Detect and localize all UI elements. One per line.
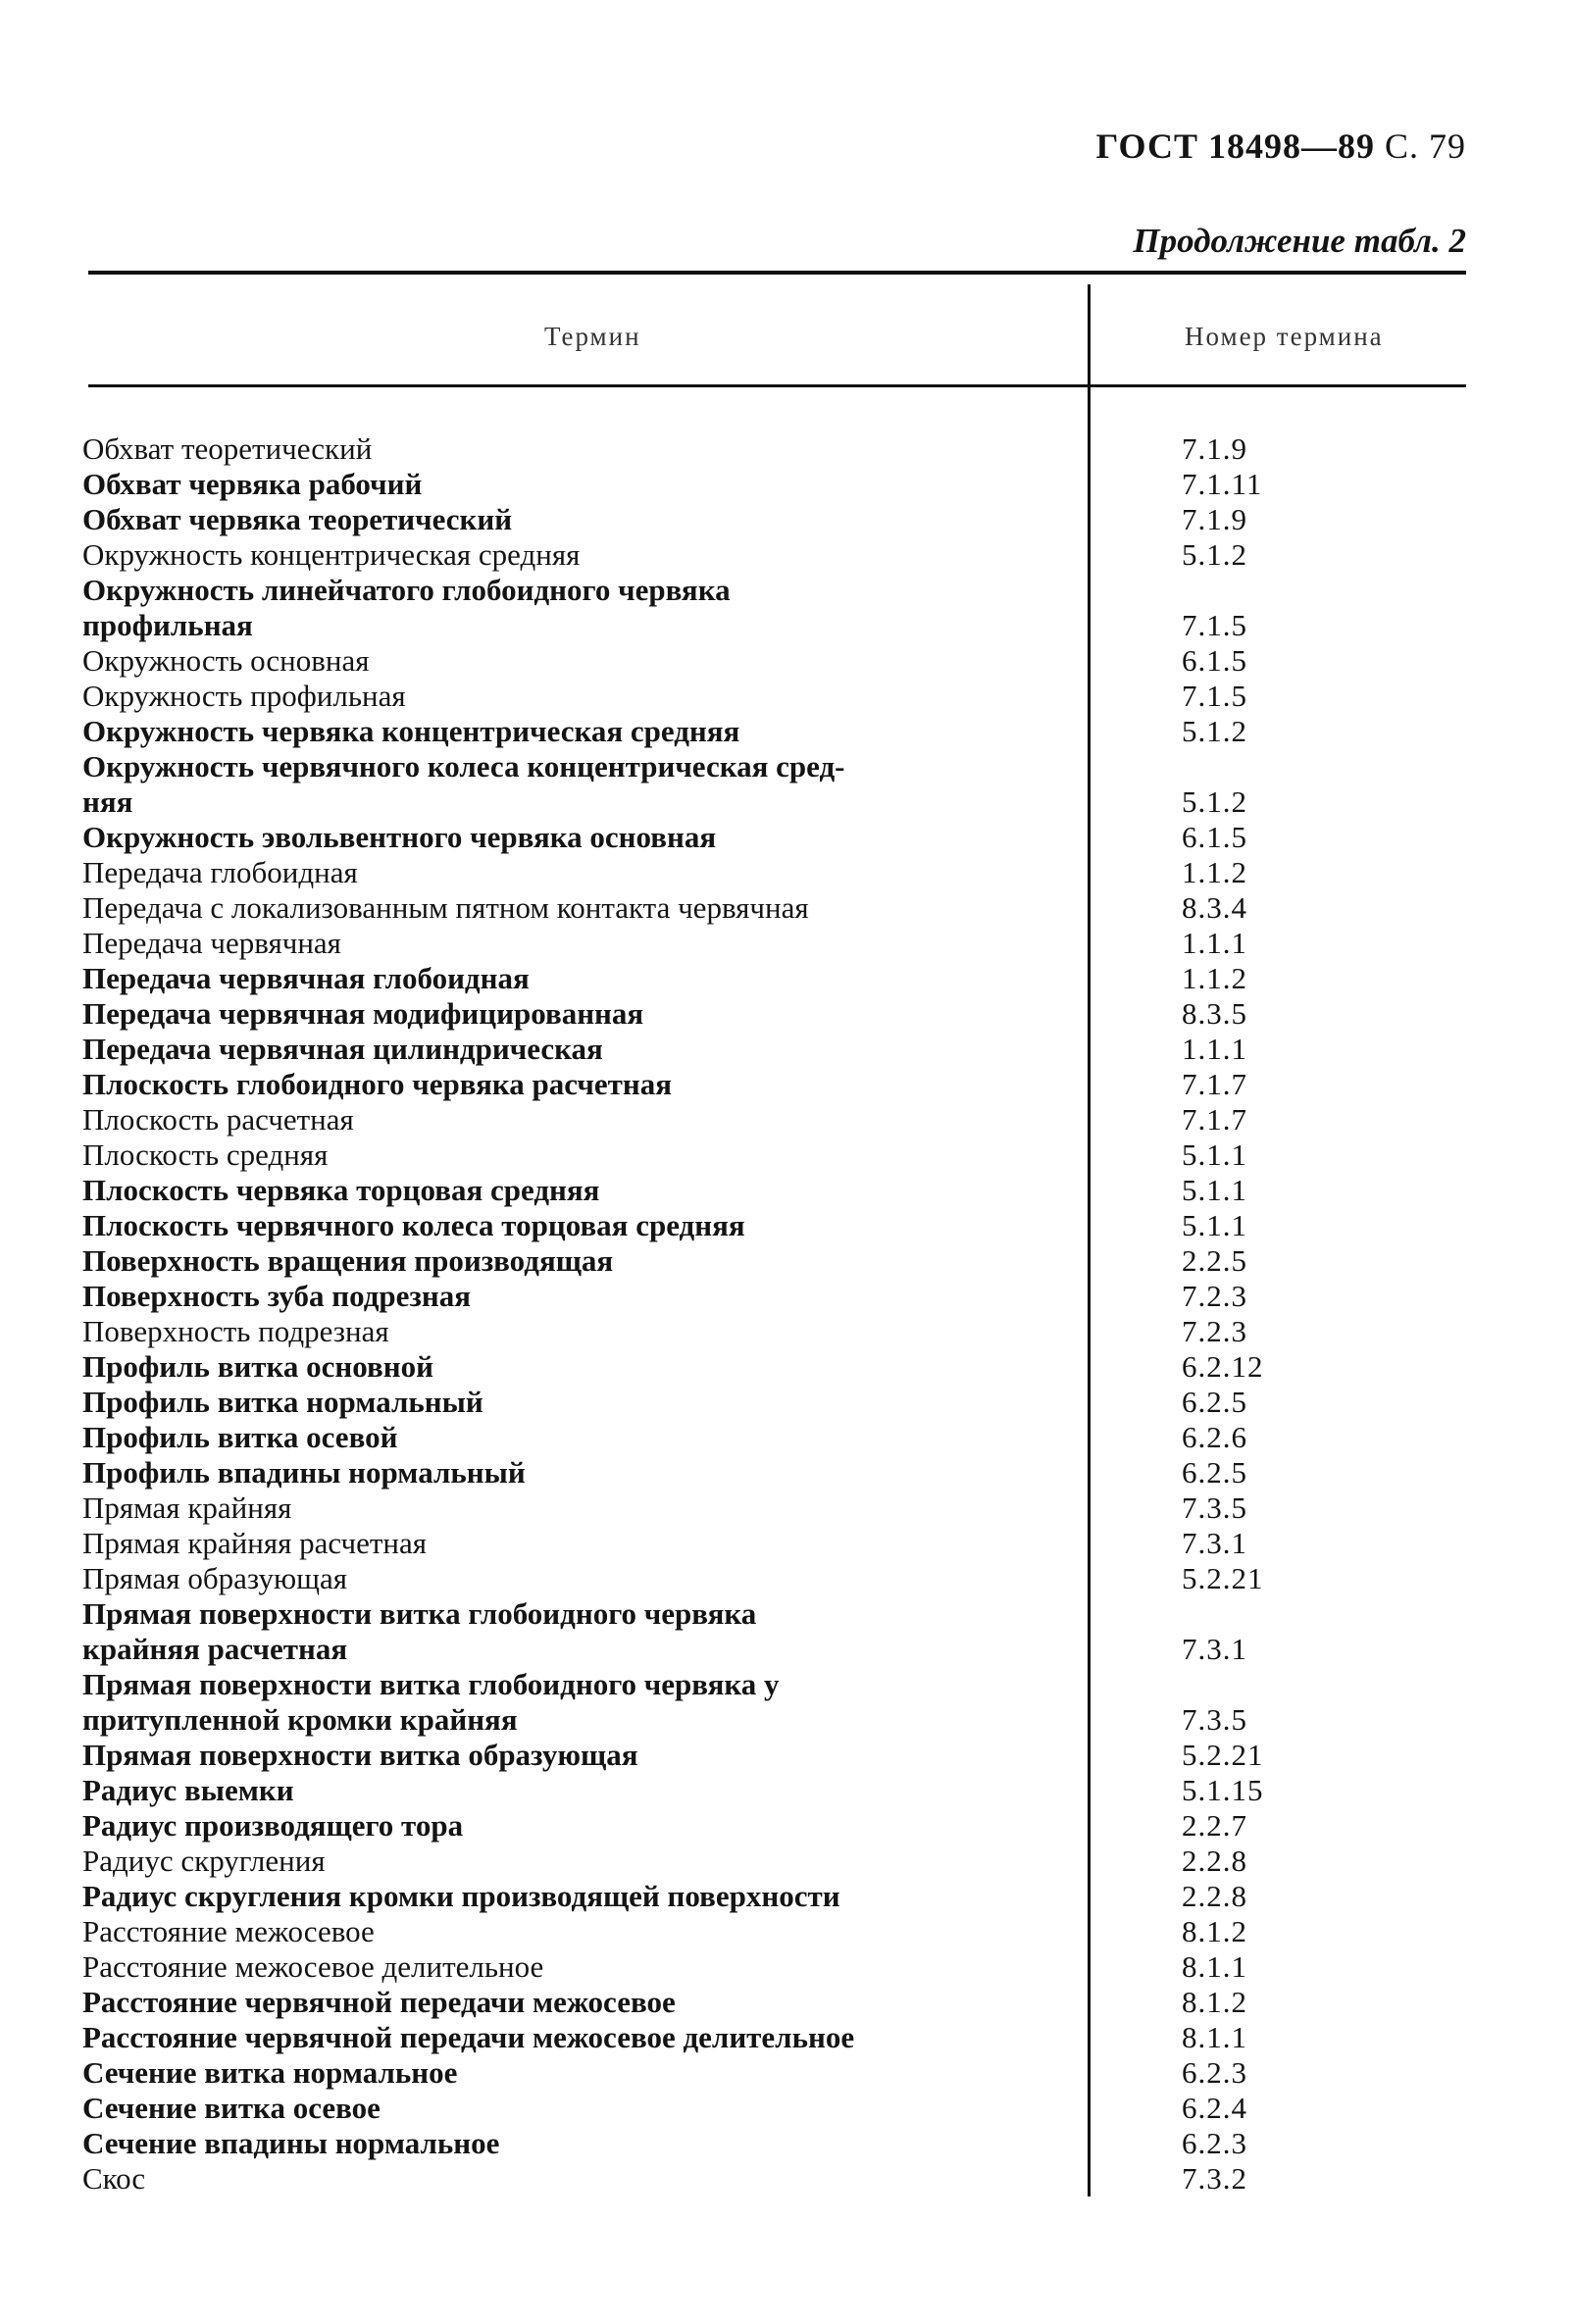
term-cell: Передача червячная модифицированная xyxy=(82,996,644,1031)
table-row xyxy=(0,961,1574,996)
term-number-cell: 6.2.3 xyxy=(1182,2055,1247,2090)
term-number-cell: 2.2.8 xyxy=(1182,1844,1247,1878)
table-row xyxy=(0,1385,1574,1420)
term-cell: Профиль витка осевой xyxy=(82,1420,398,1454)
term-number-cell: 2.2.8 xyxy=(1182,1879,1247,1913)
table-row xyxy=(0,1949,1574,1985)
table-row xyxy=(0,1243,1574,1279)
term-cell: Прямая крайняя расчетная xyxy=(82,1526,427,1560)
term-cell: Передача с локализованным пятном контакта червячная xyxy=(82,890,809,925)
table-row xyxy=(0,996,1574,1032)
table-row xyxy=(0,467,1574,502)
table-row xyxy=(0,1667,1574,1738)
term-number-cell: 5.1.1 xyxy=(1182,1173,1247,1207)
table-row xyxy=(0,1526,1574,1561)
term-cell: Прямая образующая xyxy=(82,1561,347,1595)
term-cell: Прямая поверхности витка глобоидного червяка у притупленной кромки крайняя xyxy=(82,1667,780,1737)
term-number-cell: 7.3.1 xyxy=(1182,1526,1247,1560)
term-number-cell: 7.1.11 xyxy=(1182,467,1263,501)
term-number-cell: 5.1.2 xyxy=(1182,784,1247,819)
term-number-cell: 8.1.1 xyxy=(1182,2020,1247,2054)
table-row xyxy=(0,1914,1574,1949)
table-row xyxy=(0,714,1574,749)
term-cell: Радиус скругления xyxy=(82,1844,326,1878)
term-cell: Профиль впадины нормальный xyxy=(82,1455,526,1490)
term-number-cell: 8.1.2 xyxy=(1182,1914,1247,1948)
table-row xyxy=(0,643,1574,679)
term-cell: Радиус выемки xyxy=(82,1773,294,1807)
term-cell: Окружность линейчатого глобоидного червяка профильная xyxy=(82,573,731,642)
term-cell: Поверхность вращения производящая xyxy=(82,1243,614,1278)
table-row xyxy=(0,1773,1574,1808)
table-row xyxy=(0,1032,1574,1067)
term-number-cell: 5.1.1 xyxy=(1182,1137,1247,1172)
table-row xyxy=(0,573,1574,643)
term-cell: Прямая поверхности витка глобоидного червяка крайняя расчетная xyxy=(82,1596,757,1666)
table-row xyxy=(0,1314,1574,1349)
term-cell: Расстояние червячной передачи межосевое делительное xyxy=(82,2020,855,2054)
term-cell: Плоскость глобоидного червяка расчетная xyxy=(82,1067,673,1101)
term-cell: Обхват теоретический xyxy=(82,431,373,466)
column-header-term: Термин xyxy=(544,322,641,351)
term-number-cell: 6.2.12 xyxy=(1182,1349,1264,1384)
table-row xyxy=(0,1455,1574,1490)
term-cell: Обхват червяка теоретический xyxy=(82,502,513,536)
term-number-cell: 5.1.15 xyxy=(1182,1773,1264,1807)
term-number-cell: 7.1.9 xyxy=(1182,502,1247,536)
term-number-cell: 5.2.21 xyxy=(1182,1738,1264,1772)
table-row xyxy=(0,431,1574,467)
term-cell: Окружность эвольвентного червяка основная xyxy=(82,820,717,854)
term-cell: Профиль витка основной xyxy=(82,1349,433,1384)
table-row xyxy=(0,1808,1574,1844)
term-cell: Передача червячная xyxy=(82,926,341,960)
term-number-cell: 7.1.5 xyxy=(1182,679,1247,713)
term-number-cell: 6.2.6 xyxy=(1182,1420,1247,1454)
term-number-cell: 7.3.5 xyxy=(1182,1702,1247,1737)
term-number-cell: 1.1.2 xyxy=(1182,855,1247,889)
table-row xyxy=(0,2055,1574,2091)
table-row xyxy=(0,1208,1574,1243)
table-row xyxy=(0,1561,1574,1596)
table-row xyxy=(0,1420,1574,1455)
term-cell: Прямая поверхности витка образующая xyxy=(82,1738,638,1772)
table-row xyxy=(0,502,1574,537)
table-row xyxy=(0,1490,1574,1526)
term-number-cell: 1.1.1 xyxy=(1182,926,1247,960)
table-row xyxy=(0,1985,1574,2020)
table-row xyxy=(0,1067,1574,1102)
term-cell: Сечение впадины нормальное xyxy=(82,2126,500,2160)
table-row xyxy=(0,890,1574,926)
table-row xyxy=(0,2020,1574,2055)
term-cell: Передача червячная глобоидная xyxy=(82,961,530,995)
term-number-cell: 7.2.3 xyxy=(1182,1279,1247,1313)
term-cell: Поверхность зуба подрезная xyxy=(82,1279,471,1313)
term-cell: Скос xyxy=(82,2161,146,2196)
term-number-cell: 7.3.2 xyxy=(1182,2161,1247,2196)
term-number-cell: 5.2.21 xyxy=(1182,1561,1264,1595)
table-row xyxy=(0,1279,1574,1314)
term-number-cell: 6.1.5 xyxy=(1182,820,1247,854)
table-top-rule xyxy=(88,271,1466,275)
term-cell: Обхват червяка рабочий xyxy=(82,467,423,501)
term-number-cell: 1.1.1 xyxy=(1182,1032,1247,1066)
table-row xyxy=(0,1879,1574,1914)
term-number-cell: 8.1.2 xyxy=(1182,1985,1247,2019)
term-cell: Расстояние межосевое xyxy=(82,1914,375,1948)
term-number-cell: 2.2.7 xyxy=(1182,1808,1247,1843)
term-number-cell: 1.1.2 xyxy=(1182,961,1247,995)
term-cell: Окружность основная xyxy=(82,643,370,678)
table-continuation-label: Продолжение табл. 2 xyxy=(1133,222,1466,260)
table-row xyxy=(0,1596,1574,1667)
table-row xyxy=(0,1102,1574,1137)
term-cell: Плоскость расчетная xyxy=(82,1102,354,1137)
term-cell: Окружность концентрическая средняя xyxy=(82,537,581,572)
term-number-cell: 7.3.1 xyxy=(1182,1632,1247,1666)
term-number-cell: 6.1.5 xyxy=(1182,643,1247,678)
term-cell: Плоскость червячного колеса торцовая средняя xyxy=(82,1208,745,1242)
term-number-cell: 6.2.5 xyxy=(1182,1455,1247,1490)
table-row xyxy=(0,2126,1574,2161)
term-cell: Сечение витка нормальное xyxy=(82,2055,458,2090)
table-row xyxy=(0,926,1574,961)
term-number-cell: 2.2.5 xyxy=(1182,1243,1247,1278)
term-cell: Прямая крайняя xyxy=(82,1490,292,1525)
term-cell: Сечение витка осевое xyxy=(82,2091,381,2125)
term-cell: Передача глобоидная xyxy=(82,855,358,889)
term-number-cell: 6.2.3 xyxy=(1182,2126,1247,2160)
table-row xyxy=(0,749,1574,820)
table-row xyxy=(0,1173,1574,1208)
term-number-cell: 5.1.1 xyxy=(1182,1208,1247,1242)
page-number: С. 79 xyxy=(1384,126,1466,166)
term-cell: Радиус скругления кромки производящей поверхности xyxy=(82,1879,840,1913)
term-number-cell: 7.1.7 xyxy=(1182,1067,1247,1101)
document-header xyxy=(1096,126,1466,167)
term-cell: Радиус производящего тора xyxy=(82,1808,464,1843)
term-number-cell: 7.3.5 xyxy=(1182,1490,1247,1525)
term-number-cell: 8.3.4 xyxy=(1182,890,1247,925)
term-number-cell: 7.2.3 xyxy=(1182,1314,1247,1348)
term-cell: Окружность червячного колеса концентрическая сред- няя xyxy=(82,749,845,819)
table-row xyxy=(0,1349,1574,1385)
term-number-cell: 5.1.2 xyxy=(1182,537,1247,572)
standard-code: ГОСТ 18498—89 xyxy=(1095,126,1375,166)
term-number-cell: 5.1.2 xyxy=(1182,714,1247,748)
term-cell: Передача червячная цилиндрическая xyxy=(82,1032,603,1066)
term-number-cell: 7.1.7 xyxy=(1182,1102,1247,1137)
term-number-cell: 6.2.4 xyxy=(1182,2091,1247,2125)
table-row xyxy=(0,1137,1574,1173)
table-row xyxy=(0,2091,1574,2126)
table-row xyxy=(0,820,1574,855)
term-number-cell: 7.1.9 xyxy=(1182,431,1247,466)
table-row xyxy=(0,1844,1574,1879)
table-header-rule xyxy=(88,384,1466,387)
term-cell: Профиль витка нормальный xyxy=(82,1385,483,1419)
term-cell: Расстояние межосевое делительное xyxy=(82,1949,544,1984)
table-row xyxy=(0,1738,1574,1773)
term-cell: Расстояние червячной передачи межосевое xyxy=(82,1985,676,2019)
term-number-cell: 8.1.1 xyxy=(1182,1949,1247,1984)
table-row xyxy=(0,679,1574,714)
term-cell: Плоскость средняя xyxy=(82,1137,329,1172)
term-cell: Окружность профильная xyxy=(82,679,406,713)
table-row xyxy=(0,855,1574,890)
term-number-cell: 8.3.5 xyxy=(1182,996,1247,1031)
term-number-cell: 7.1.5 xyxy=(1182,608,1247,642)
term-cell: Окружность червяка концентрическая средняя xyxy=(82,714,740,748)
table-body xyxy=(0,431,1574,2197)
term-number-cell: 6.2.5 xyxy=(1182,1385,1247,1419)
table-row xyxy=(0,2161,1574,2197)
table-row xyxy=(0,537,1574,573)
column-header-number: Номер термина xyxy=(1185,322,1384,351)
term-cell: Плоскость червяка торцовая средняя xyxy=(82,1173,600,1207)
term-cell: Поверхность подрезная xyxy=(82,1314,389,1348)
